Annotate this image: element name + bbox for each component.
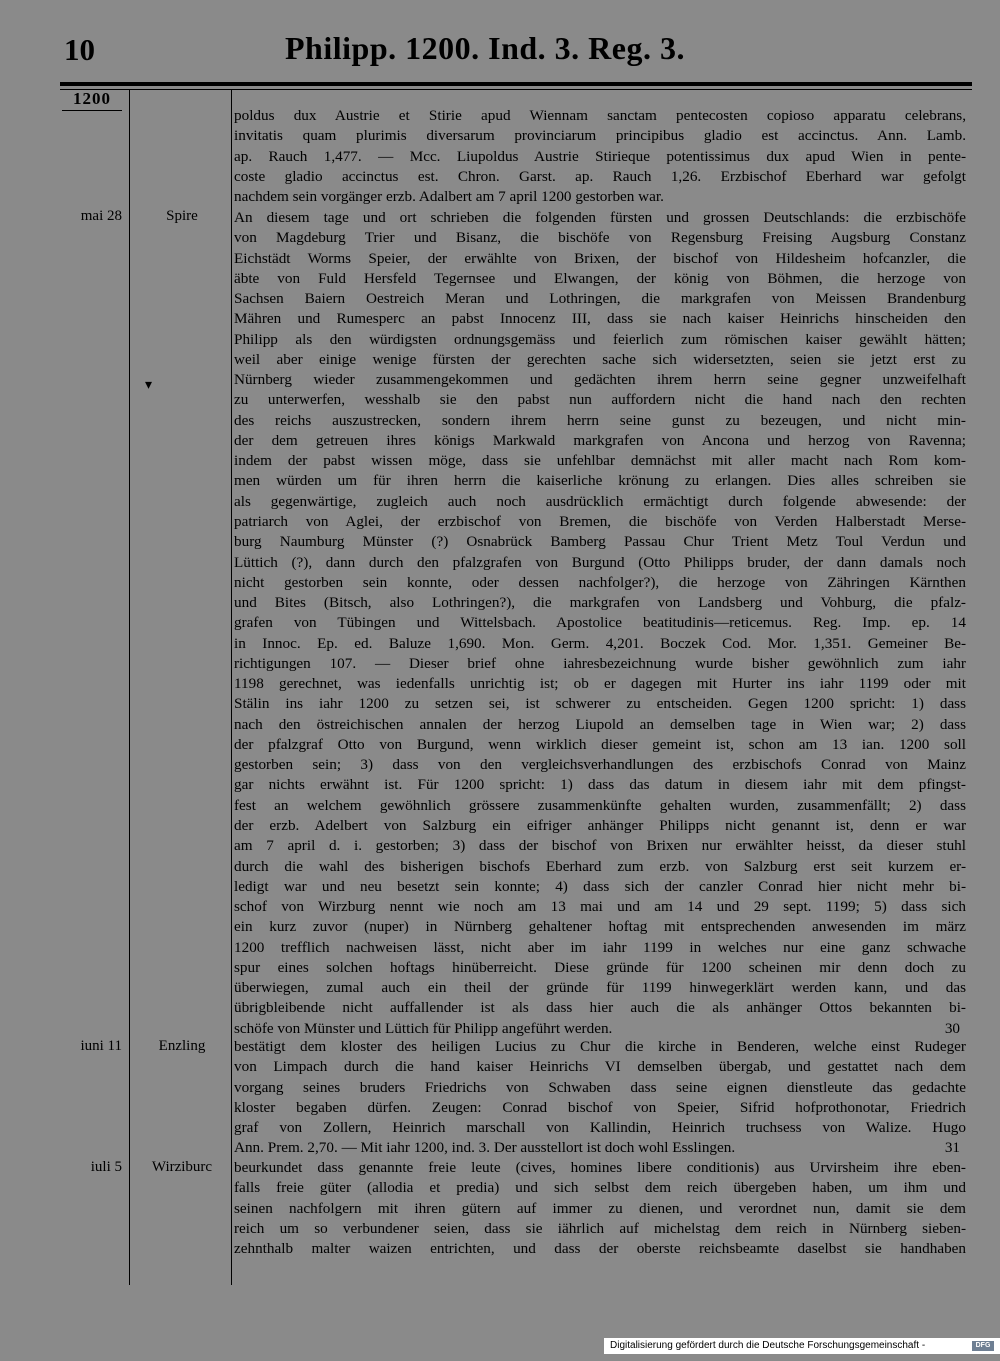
text-line (234, 1199, 966, 1219)
text-line-content: coste gladio accinctus est. Chron. Garst. ap. Rauch 1,26. Erzbischof Eberhard war gefolgt (234, 167, 966, 185)
year-heading-underline (62, 110, 122, 111)
text-line-content: reich um so verbundener seien, dass sie iährlich auf michelstag dem reich in Nürnberg sieben- (234, 1219, 966, 1237)
text-line (234, 1158, 966, 1178)
text-line (234, 289, 966, 309)
text-line (234, 1138, 966, 1158)
dfg-logo: DFG (972, 1341, 994, 1351)
entry-place-spire: Spire (166, 208, 198, 224)
text-line (234, 350, 966, 370)
text-line (234, 634, 966, 654)
text-line-content: nachdem sein vorgänger erzb. Adalbert am 7 april 1200 gestorben war. (234, 188, 664, 206)
regest-number: 30 (944, 1019, 960, 1037)
text-line-content: und Bites (Bitsch, also Lothringen?), die markgrafen von Landsberg und Vohburg, die pfalz- (234, 594, 966, 612)
text-line (234, 512, 966, 532)
text-line (234, 492, 966, 512)
text-line (234, 1239, 966, 1259)
footer-credit: Digitalisierung gefördert durch die Deutsche Forschungsgemeinschaft - (610, 1340, 926, 1351)
text-line-content: kloster begaben dürfen. Zeugen: Conrad bischof von Speier, Sifrid hofprothonotar, Friedrich (234, 1098, 966, 1116)
text-line-content: Mähren und Rumesperc an pabst Innocenz III, dass sie nach kaiser Heinrichs hinscheiden den (234, 310, 966, 328)
text-line (234, 715, 966, 735)
regest-number: 31 (944, 1139, 960, 1157)
text-line-content: ledigt war und neu besetzt sein konnte; 4) dass sich der canzler Conrad hier nicht mehr bi- (234, 877, 966, 895)
text-line (234, 857, 966, 877)
text-line-content: Nürnberg wieder zusammengekommen und gedächten ihrem herrn seine gegner unzweifelhaft (234, 371, 966, 389)
entry-31-text (234, 1037, 966, 1159)
text-line-content: am 7 april d. i. gestorben; 3) dass der bischof von Brixen nur erwählter heisst, da dieser stuhl (234, 837, 966, 855)
year-heading: 1200 (73, 89, 111, 108)
text-line (234, 390, 966, 410)
text-line (234, 553, 966, 573)
text-line-content: graf von Zollern, Heinrich marschall von Kallindin, Heinrich truchsess von Walize. Hugo (234, 1119, 966, 1137)
text-line (234, 411, 966, 431)
text-line (234, 958, 966, 978)
running-title: Philipp. 1200. Ind. 3. Reg. 3. (285, 30, 685, 66)
text-line-content: von Limpach durch die hand kaiser Heinrichs VI demselben übergab, und gestattet nach dem (234, 1058, 966, 1076)
text-line-content: seinen nachfolgern mit ihren gütern auf immer zu dienen, und verordnet nun, damit sie dem (234, 1199, 966, 1217)
text-line (234, 1078, 966, 1098)
text-line-content: übrigbleibende nicht auffallender ist als dass hier auch die als anhänger Ottos bekannten bi- (234, 999, 966, 1017)
text-line (234, 106, 966, 126)
text-line-content: grafen von Tübingen und Wittelsbach. Apostolice beatitudinis—reticemus. Reg. Imp. ep. 14 (234, 614, 966, 632)
text-line-content: indem der pabst wissen möge, dass sie unfehlbar demnächst mit aller macht nach Rom kom- (234, 452, 966, 470)
text-line-content: fest an welchem gewöhnlich grössere zusammenkünfte gehalten wurden, zusammenfällt; 2) dass (234, 796, 966, 814)
text-line (234, 1037, 966, 1057)
text-line (234, 269, 966, 289)
text-line (234, 978, 966, 998)
text-line (234, 816, 966, 836)
text-line-content: Stälin ins iahr 1200 zu setzen sei, ist schwerer zu entscheiden. Gegen 1200 spricht: 1) dass (234, 695, 966, 713)
text-line-content: der pfalzgraf Otto von Burgund, wenn wirklich dieser gemeint ist, schon am 13 ian. 1200 soll (234, 735, 966, 753)
text-line-content: schöfe von Münster und Lüttich für Philipp angeführt werden. (234, 1019, 613, 1037)
text-line-content: nach den östreichischen annalen der herzog Liupold an demselben tage in Wien war; 2) dass (234, 715, 966, 733)
text-line-content: durch die wahl des bisherigen bischofs Eberhard zum erzb. von Salzburg erst seit kurzem er- (234, 857, 966, 875)
text-line-content: der erzb. Adelbert von Salzburg ein eifriger anhänger Philipps nicht genannt ist, denn er war (234, 816, 966, 834)
margin-mark: ▾ (145, 378, 153, 393)
text-line-content: richtigungen 107. — Dieser brief ohne iahresbezeichnung wurde bisher gewöhnlich zum iahr (234, 654, 966, 672)
text-line (234, 1098, 966, 1118)
text-line (234, 775, 966, 795)
entry-30-text (234, 208, 966, 1039)
text-line-content: zehnthalb malter waizen entrichten, und dass der oberste reichsbeamte daselbst sie handhaben (234, 1240, 966, 1258)
text-line-content: überwiegen, zumal auch ein theil der gründe für 1199 hinwegerklärt werden kann, und das (234, 979, 966, 997)
text-line (234, 147, 966, 167)
text-line (234, 228, 966, 248)
text-line-content: von Magdeburg Trier und Bisanz, die bischöfe von Regensburg Freising Augsburg Constanz (234, 229, 966, 247)
text-line-content: ein kurz zuvor (nuper) in Nürnberg gehaltener hoftag mit entsprechenden anwesenden im märz (234, 918, 966, 936)
digitization-footer (604, 1338, 1000, 1354)
text-line-content: invitatis quam plurimis diversarum provinciarum principibus gladio est accinctus. Ann. Lamb. (234, 127, 966, 145)
text-line (234, 694, 966, 714)
entry-place-enzling: Enzling (158, 1038, 206, 1054)
text-line-content: An diesem tage und ort schrieben die folgenden fürsten und grossen Deutschlands: die erzbischöfe (234, 209, 966, 226)
text-line (234, 938, 966, 958)
text-line-content: poldus dux Austrie et Stirie apud Wiennam sanctam pentecosten copioso apparatu celebrans, (234, 107, 966, 124)
text-line (234, 613, 966, 633)
text-line (234, 532, 966, 552)
text-line-content: in Innoc. Ep. ed. Baluze 1,690. Mon. Germ. 4,201. Boczek Cod. Mor. 1,351. Gemeiner Be- (234, 634, 966, 652)
entry-place-wirziburc: Wirziburc (151, 1159, 213, 1175)
text-line (234, 674, 966, 694)
text-line-content: beurkundet dass genannte freie leute (cives, homines libere conditionis) aus Urvirsheim ihre eben- (234, 1159, 966, 1176)
text-line (234, 593, 966, 613)
page-number: 10 (64, 32, 95, 67)
text-line-content: schof von Wirzburg nennt wie noch am 13 mai und am 14 und 29 sept. 1199; 5) dass sich (234, 898, 966, 916)
text-line-content: äbte von Fuld Hersfeld Tegernsee und Elwangen, der könig von Böhmen, die herzoge von (234, 269, 966, 287)
text-line-content: ap. Rauch 1,477. — Mcc. Liupoldus Austrie Stirieque potentissimus dux apud Wien in pente- (234, 147, 966, 165)
text-line-content: gar nichts erwähnt ist. Für 1200 spricht: 1) dass das datum in diesem iahr mit dem pfingst- (234, 776, 966, 794)
text-line (234, 897, 966, 917)
text-line (234, 735, 966, 755)
date-column-rule (129, 90, 130, 1285)
text-line (234, 126, 966, 146)
text-line (234, 451, 966, 471)
text-line (234, 1019, 966, 1039)
text-line (234, 330, 966, 350)
text-line (234, 167, 966, 187)
text-line (234, 309, 966, 329)
entry-continuation-text (234, 106, 966, 207)
text-line-content: zu unterwerfen, wesshalb sie den pabst nun auffordern nicht die hand nach den rechten (234, 391, 966, 409)
text-line (234, 917, 966, 937)
text-line-content: Philipp als den würdigsten ordnungsgemäss und feierlich zum römischen kaiser gewählt hätten; (234, 330, 966, 348)
place-column-rule (231, 90, 232, 1285)
text-line-content: nicht gestorben sein konnte, oder dessen nachfolger?), die herzoge von Zähringen Kärnthen (234, 573, 966, 591)
text-line (234, 1118, 966, 1138)
text-line (234, 836, 966, 856)
text-line-content: spur eines solchen hoftags hinüberreicht. Diese gründe für 1200 scheinen mir denn doch zu (234, 958, 966, 976)
text-line (234, 370, 966, 390)
text-line-content: Sachsen Baiern Oestreich Meran und Lothringen, die markgrafen von Meissen Brandenburg (234, 290, 966, 308)
header-rule-thin (60, 89, 972, 90)
text-line-content: bestätigt dem kloster des heiligen Lucius zu Chur die kirche in Benderen, welche einst Rudeger (234, 1038, 966, 1055)
text-line-content: des reichs auszustrecken, sondern ihrem herrn seine gunst zu bezeugen, und nicht min- (234, 411, 966, 429)
text-line-content: weil aber einige wenige fürsten der gerechten sache sich widersetzten, seien sie jetzt erst zu (234, 350, 966, 368)
text-line-content: als gegenwärtige, zugleich auch noch ausdrücklich ermächtigt durch folgende abwesende: der (234, 492, 966, 510)
text-line (234, 471, 966, 491)
text-line-content: patriarch von Aglei, der erzbischof von Bremen, die bischöfe von Verden Halberstadt Merse- (234, 512, 966, 530)
text-line-content: gestorben sein; 3) dass von den vergleichsverhandlungen des erzbischofs Conrad von Mainz (234, 756, 966, 774)
page-header (0, 20, 1000, 80)
entry-date-iuni-11: iuni 11 (80, 1038, 122, 1054)
text-line (234, 1219, 966, 1239)
text-line-content: 1198 gerechnet, was iedenfalls unrichtig ist; ob er dagegen mit Hurter ins iahr 1199 oder mit (234, 675, 966, 693)
header-rule-thick (60, 82, 972, 86)
text-line-content: 1200 trefflich nachweisen lässt, nicht aber im iahr 1199 in welches nur eine ganz schwache (234, 938, 966, 956)
text-line (234, 1057, 966, 1077)
text-line (234, 654, 966, 674)
text-line-content: vorgang seines bruders Friedrichs von Schwaben dass seine eignen dienstleute das gedachte (234, 1078, 966, 1096)
text-line (234, 573, 966, 593)
text-line (234, 877, 966, 897)
text-line-content: men würden um für ihren herrn die kaiserliche krönung zu erlangen. Dies alles schreiben sie (234, 472, 966, 490)
entry-32-text (234, 1158, 966, 1259)
text-line (234, 1178, 966, 1198)
text-line (234, 431, 966, 451)
entry-date-iuli-5: iuli 5 (90, 1159, 122, 1175)
text-line (234, 208, 966, 228)
text-line (234, 249, 966, 269)
text-line-content: Ann. Prem. 2,70. — Mit iahr 1200, ind. 3. Der ausstellort ist doch wohl Esslingen. (234, 1139, 736, 1157)
text-line-content: der dem getreuen ihres königs Markwald markgrafen von Ancona und herzog von Ravenna; (234, 431, 966, 449)
text-line (234, 998, 966, 1018)
text-line (234, 755, 966, 775)
text-line (234, 187, 966, 207)
text-line-content: burg Naumburg Münster (?) Osnabrück Bamberg Passau Chur Trient Metz Toul Verdun und (234, 533, 966, 551)
entry-date-mai-28: mai 28 (80, 208, 122, 224)
text-line-content: Eichstädt Worms Speier, der erwählte von Brixen, der bischof von Hildesheim hofcanzler, die (234, 249, 966, 267)
text-line-content: falls freie güter (allodia et predia) und sich selbst dem reich übergeben haben, um ihm und (234, 1179, 966, 1197)
text-line-content: Lüttich (?), dann durch den pfalzgrafen von Burgund (Otto Philipps bruder, der dann damals noch (234, 553, 966, 571)
text-line (234, 796, 966, 816)
